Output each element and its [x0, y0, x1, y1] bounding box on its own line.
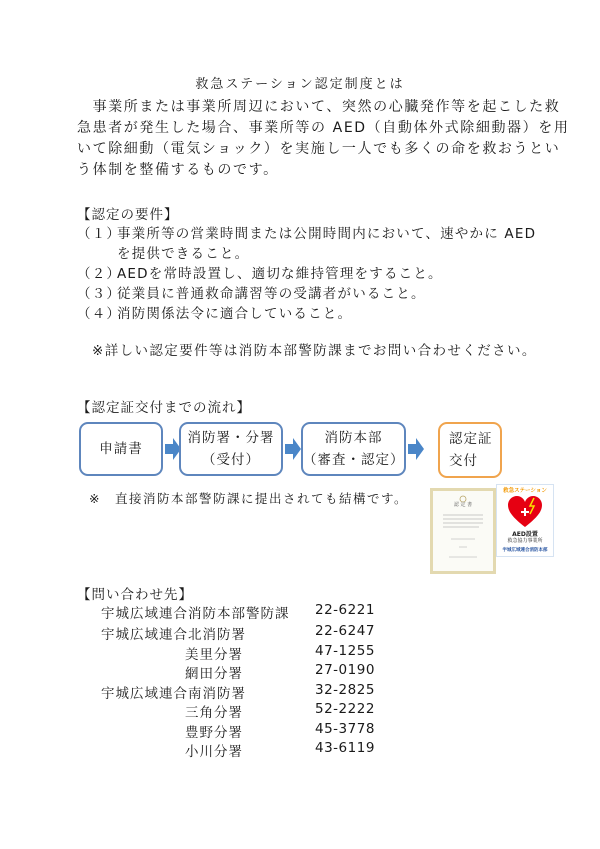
- flow-step-label: 消防本部: [324, 430, 383, 446]
- certificate-title: 認 定 書: [453, 502, 473, 508]
- sticker-subtitle: 救急協力事業所: [507, 538, 543, 544]
- contact-number: 52-2222: [315, 701, 375, 717]
- requirement-number: （３）: [77, 286, 122, 302]
- certificate-image: [430, 488, 496, 574]
- intro-line: いて除細動（電気ショック）を実施し一人でも多くの命を救おうとい: [77, 141, 561, 157]
- requirement-text: 消防関係法令に適合していること。: [117, 306, 353, 322]
- requirement-number: （４）: [77, 306, 122, 322]
- intro-paragraph: [77, 97, 570, 181]
- flow-step-label: 認定証: [449, 431, 493, 447]
- contact-number: 32-2825: [315, 682, 375, 698]
- flow-step-sublabel: （審査・認定）: [303, 452, 405, 468]
- flow-arrow-icon: [408, 438, 424, 460]
- requirement-item: [77, 224, 537, 244]
- contact-number: 22-6221: [315, 602, 375, 618]
- flow-step-label: 申請書: [99, 441, 143, 457]
- contacts-heading: 【問い合わせ先】: [77, 587, 193, 603]
- requirement-item: [77, 284, 537, 304]
- flow-note: ※ 直接消防本部警防課に提出されても結構です。: [89, 491, 408, 506]
- requirement-item: [77, 264, 537, 284]
- sticker-header: 救急ステーション: [503, 488, 547, 494]
- flow-heading: 【認定証交付までの流れ】: [77, 400, 251, 416]
- intro-line: 急患者が発生した場合、事業所等の AED（自動体外式除細動器）を用: [77, 120, 570, 136]
- requirements-list: [77, 224, 537, 324]
- requirement-item: [77, 304, 537, 324]
- contact-number: 47-1255: [315, 643, 375, 659]
- aed-station-sticker: [496, 484, 554, 557]
- contact-name: 宇城広域連合北消防署: [101, 627, 246, 643]
- contact-name: 豊野分署: [185, 725, 243, 741]
- contact-number: 43-6119: [315, 740, 375, 756]
- requirement-text-continued: を提供できること。: [117, 246, 250, 262]
- contact-name: 宇城広域連合南消防署: [101, 686, 246, 702]
- flow-step-sublabel: 交付: [449, 453, 478, 469]
- contact-name: 三角分署: [185, 705, 243, 721]
- flow-arrow-icon: [285, 438, 301, 460]
- contact-name: 小川分署: [185, 744, 243, 760]
- requirements-heading: 【認定の要件】: [77, 207, 179, 223]
- requirement-number: （２）: [77, 266, 122, 282]
- flow-step-fire-station: [179, 422, 283, 476]
- page-title: 救急ステーション認定制度とは: [195, 77, 405, 92]
- contact-name: 美里分署: [185, 647, 243, 663]
- intro-line: う体制を整備するものです。: [77, 162, 279, 178]
- flow-step-label: 消防署・分署: [187, 430, 275, 446]
- contact-name: 宇城広域連合消防本部警防課: [101, 606, 290, 622]
- sticker-aed-label: AED設置: [512, 531, 538, 538]
- requirements-note: ※詳しい認定要件等は消防本部警防課までお問い合わせください。: [92, 343, 537, 359]
- heart-icon: [508, 496, 542, 528]
- requirement-text: 事業所等の営業時間または公開時間内において、速やかに AED: [117, 226, 537, 242]
- requirement-text: AEDを常時設置し、適切な維持管理をすること。: [117, 266, 443, 282]
- contact-number: 27-0190: [315, 662, 375, 678]
- flow-step-headquarters: [301, 422, 406, 476]
- contact-number: 22-6247: [315, 623, 375, 639]
- flow-step-application: [79, 422, 163, 476]
- intro-line: 事業所または事業所周辺において、突然の心臓発作等を起こした救: [77, 99, 561, 115]
- flow-step-sublabel: （受付）: [202, 452, 260, 468]
- sticker-footer: 宇城広域連合消防本部: [502, 548, 548, 553]
- contact-name: 網田分署: [185, 666, 243, 682]
- requirement-number: （１）: [77, 226, 122, 242]
- contact-number: 45-3778: [315, 721, 375, 737]
- requirement-text: 従業員に普通救命講習等の受講者がいること。: [117, 286, 426, 302]
- flow-step-certificate-issue: [438, 422, 502, 478]
